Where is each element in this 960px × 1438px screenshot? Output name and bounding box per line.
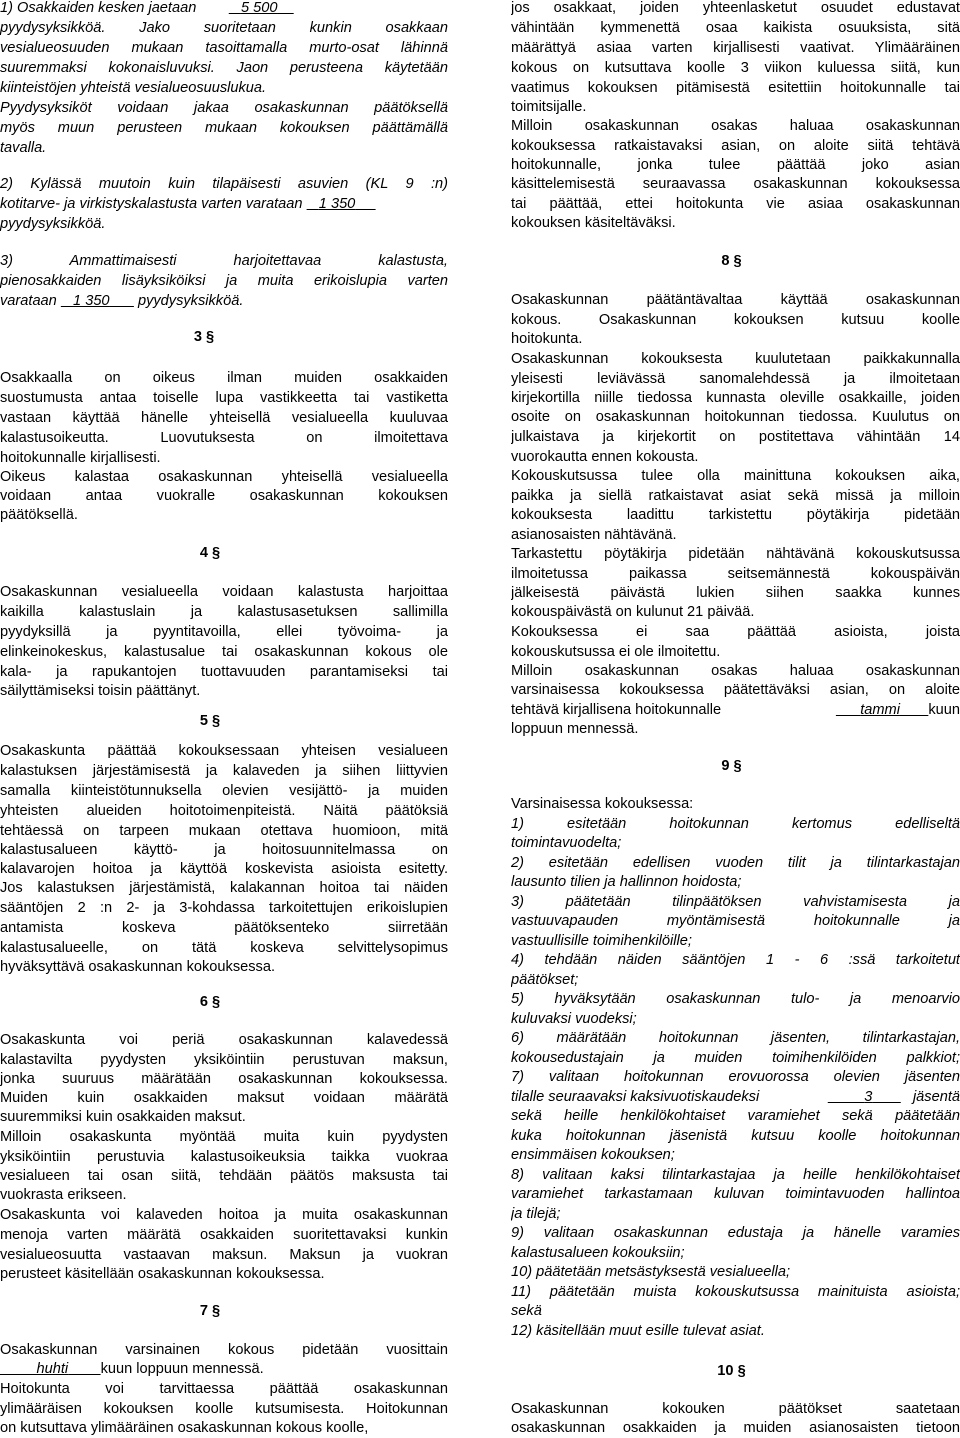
text-line: voidaan antaa vuokralle osakaskunnan kokouksen [0, 488, 448, 504]
text-line: vähintään kymmenettä osaa kaikista osuuksista, sitä [511, 20, 960, 36]
text-line: kokouksesta laadittu tarkistettu pöytäkirja pidetään [511, 507, 960, 523]
text-line: Milloin osakaskunnan osakas haluaa osakaskunnan [511, 118, 960, 134]
text-line: 11) päätetään muista kokouskutsussa mainituista asioista; [511, 1284, 960, 1300]
text-line: Osakkaalla on oikeus ilman muiden osakkaiden [0, 370, 448, 386]
text-line: hoitokunta. [511, 331, 583, 347]
text-line: 3) päätetään tilinpäätöksen vahvistamisesta ja [511, 894, 960, 910]
text-line: hoitokunnalle kirjallisesti. [0, 450, 161, 466]
text-line: samalla kiinteistötunnuksella olevien vesijättö- ja muiden [0, 783, 448, 799]
text-line: Varsinaisessa kokouksessa: [511, 796, 694, 812]
text-line: myös muun perusteen mukaan kokouksen päättämällä [0, 120, 448, 136]
hoitokunta-members-value: 3 [864, 1089, 873, 1105]
text-line: 8) valitaan kaksi tilintarkastajaa ja heille henkilökohtaiset [511, 1167, 960, 1183]
text-line: kokouksessa ratkaistavaksi asian, on aloite siitä tehtävä [511, 138, 960, 154]
text-line: määrättyä asiaa varten kirjallisesti vaativat. Ylimääräinen [511, 40, 960, 56]
text-line: pyydysyksikköä. [0, 216, 106, 232]
text-line: toimitsijalle. [511, 99, 587, 115]
text-line: vuorokautta ennen kokousta. [511, 449, 699, 465]
text-line: menoja varten määrätä osakkaiden suoritettavaksi kunkin [0, 1227, 448, 1243]
text-line: kotitarve- ja virkistyskalastusta varten varataan 1 350 [0, 194, 448, 214]
kokous-month-value: huhti [36, 1361, 69, 1377]
text-line: sekä [511, 1303, 542, 1319]
text-line: julkaistava ja kirjekortit on postitettava vähintään 14 [511, 429, 960, 445]
text-line: jälkeisestä päivästä lukien siihen saakka kunnes [511, 585, 960, 601]
text-line: ensimmäisen kokouksen; [511, 1147, 675, 1163]
text-line: suuremmaksi kokonaisluvuksi. Jaon perusteena käytetään [0, 60, 448, 76]
text-line: kokous on kutsuttava koolle 3 viikon kuluessa siitä, kun [511, 60, 960, 76]
text-line: tehtäessä on tarpeen mukaan otettava huomioon, mitä [0, 823, 448, 839]
text-line: Osakaskunta päättää kokouksessaan yhteisen vesialueen [0, 743, 448, 759]
section-heading: 3 § [193, 329, 215, 345]
text-line: 9) valitaan osakaskunnan edustaja ja hänelle varamies [511, 1225, 960, 1241]
text-line: kalastusoikeutta. Luovutuksesta on ilmoitettava [0, 430, 448, 446]
text-line: kokousedustajain ja muiden toimihenkilöiden palkkiot; [511, 1050, 960, 1066]
text-line: asianosaisten nähtävänä. [511, 527, 677, 543]
text-line: kala- ja rapukantojen tuottavuuden parantamiseksi tai [0, 664, 448, 680]
text-line: yleisesti leviävässä sanomalehdessä ja ilmoitetaan [511, 371, 960, 387]
text-line: päätökset; [511, 972, 579, 988]
text-line: 2) esitetään edellisen vuoden tilit ja tilintarkastajan [511, 855, 960, 871]
text-line: kuluvaksi vuodeksi; [511, 1011, 637, 1027]
section-heading: 8 § [721, 253, 742, 269]
section-heading: 6 § [199, 994, 221, 1010]
text-line: kokouskutsussa ei ole ilmoitettu. [511, 644, 721, 660]
kotitarve-value: 1 350 [318, 196, 356, 212]
text-line: 4) tehdään näiden sääntöjen 1 - 6 :ssä tarkoitetut [511, 952, 960, 968]
text-line: paikka ja siellä ratkaistavat asiat sekä missä ja milloin [511, 488, 960, 504]
text-line: varsinaisessa kokouksessa päätettäväksi asian, on aloite [511, 682, 960, 698]
text-line: tehtävä kirjallisena hoitokunnalle tammi kuun [511, 702, 960, 718]
text-line: vastuullisille toimihenkilöille; [511, 933, 692, 949]
text-line: toimintavuodelta; [511, 835, 622, 851]
text-line: kirjekortilla niille tiedossa kunnasta oleville osakkaille, joiden [511, 390, 960, 406]
text-line: loppuun mennessä. [511, 721, 639, 737]
text-line: suuremmiksi kuin osakkaiden maksut. [0, 1109, 246, 1125]
text-line: 5) hyväksytään osakaskunnan tulo- ja menoarvio [511, 991, 960, 1007]
text-line: 3) Ammattimaisesti harjoitettavaa kalastusta, [0, 253, 448, 269]
text-line: 1) Osakkaiden kesken jaetaan 5 500 [0, 0, 448, 18]
text-line: vesialueen tai osan siitä, tehdään päätös maksusta tai [0, 1168, 448, 1184]
jaetaan-value: 5 500 [240, 0, 278, 16]
text-line: ylimääräisen kokouksen koolle kutsumisesta. Hoitokunnan [0, 1401, 448, 1417]
text-line: kalastusalueen kokouksiin; [511, 1245, 685, 1261]
text-line: Osakaskunnan vesialueella voidaan kalastusta harjoittaa [0, 584, 448, 600]
text-line: kokouksen käsiteltäväksi. [511, 215, 676, 231]
text-line: sääntöjen 2 :n 2- ja 3-kohdassa tarkoitettujen erikoislupien [0, 900, 448, 916]
text-line: 12) käsitellään muut esille tulevat asiat. [511, 1323, 765, 1339]
section-heading: 9 § [721, 758, 742, 774]
text-line: Hoitokunta voi tarvittaessa päättää osakaskunnan [0, 1381, 448, 1397]
text-line: Osakaskunta voi periä osakaskunnan kalavedessä [0, 1032, 448, 1048]
text-line: kiinteistöjen yhteistä vesialueosuuslukua. [0, 80, 267, 96]
text-line: Osakaskunnan varsinainen kokous pidetään vuosittain [0, 1342, 448, 1358]
text-line: Muiden kuin osakkaiden maksut voidaan määrätä [0, 1090, 448, 1106]
section-heading: 5 § [199, 713, 221, 729]
text-line: Osakaskunnan kokouken päätökset saatetaan [511, 1401, 960, 1417]
section-heading: 7 § [199, 1303, 221, 1319]
erikoisluvat-value: 1 350 [73, 293, 110, 309]
text-line: vastuuvapauden myöntämisestä hoitokunnalle ja [511, 913, 960, 929]
text-line: ilmoitetussa paikassa seitsemännestä kokouspäivän [511, 566, 960, 582]
text-line: hoitokunnalle, jonka tulee päättää joko asian [511, 157, 960, 173]
text-line: 7) valitaan hoitokunnan erovuorossa olevien jäsenten [511, 1069, 960, 1085]
text-line: antamista koskeva päätöksenteko siirretään [0, 920, 448, 936]
text-line: kaikilla kalastuslain ja kalastusasetuksen sallimilla [0, 604, 448, 620]
text-line: 6) määrätään hoitokunnan jäsenten, tilintarkastajan, [511, 1030, 960, 1046]
text-line: Milloin osakaskunta myöntää muita kuin pyydysten [0, 1129, 448, 1145]
text-line: pyydysyksikköä. Jako suoritetaan kunkin osakkaan [0, 20, 448, 36]
text-line: Tarkastettu pöytäkirja pidetään nähtävänä kokouskutsussa [511, 546, 960, 562]
text-line: kokouspäivästä on kulunut 21 päivää. [511, 604, 755, 620]
text-line: vastaan käyttää hänelle yhteisellä vesialueella kuuluvaa [0, 410, 448, 426]
text-line: lausunto tilien ja hallinnon hoidosta; [511, 874, 742, 890]
text-line: osoite on osakaskunnan hoitokunnan tiedossa. Kuulutus on [511, 409, 960, 425]
text-line: Jos kalastuksen järjestämistä, kalakannan hoitoa tai näiden [0, 880, 448, 896]
text-line: Osakaskunta voi kalaveden hoitoa ja muita osakaskunnan [0, 1207, 448, 1223]
text-line: käsittelemisestä seuraavassa osakaskunnan kokouksessa [511, 176, 960, 192]
text-line: kalavarojen hoitoa ja käyttöä koskevista asioista esitetty. [0, 861, 448, 877]
text-line: vesialueosuuden mukaan tasoittamalla murto-osat lähinnä [0, 40, 448, 56]
text-line: on kutsuttava ylimääräinen osakaskunnan kokous koolle, [0, 1420, 369, 1436]
text-line: pyydyksillä ja pyyntitavoilla, ellei työvoima- ja [0, 624, 448, 640]
text-line: päätöksellä. [0, 507, 78, 523]
text-line: 1) esitetään hoitokunnan kertomus edelliseltä [511, 816, 960, 832]
text-line: Osakaskunnan päätäntävaltaa käyttää osakaskunnan [511, 292, 960, 308]
text-line: Kokouskutsussa tulee olla mainittuna kokouksen aika, [511, 468, 960, 484]
text-line: säilyttämiseksi toisin päättänyt. [0, 683, 201, 699]
text-line: Kokouksessa ei saa päättää asioista, joista [511, 624, 960, 640]
text-line: kalastusalueelle, on tätä koskeva selvittelysopimus [0, 940, 448, 956]
text-line: 10) päätetään metsästyksestä vesialueella; [511, 1264, 791, 1280]
text-line: tilalle seuraavaksi kaksivuotiskaudeksi 3 jäsentä [511, 1089, 960, 1105]
text-line: Oikeus kalastaa osakaskunnan yhteisellä vesialueella [0, 469, 448, 485]
text-line: 2) Kylässä muutoin kuin tilapäisesti asuvien (KL 9 :n) [0, 176, 448, 192]
text-line: kuka hoitokunnan jäsenistä kutsuu koolle hoitokunnan [511, 1128, 960, 1144]
text-line: sekä heille henkilökohtaiset varamiehet sekä päätetään [511, 1108, 960, 1124]
text-line: pienosakkaiden lisäyksiköiksi ja muita erikoislupia varten [0, 273, 448, 289]
text-line: jos osakkaat, joiden yhteenlasketut osuudet edustavat [511, 0, 960, 16]
text-line: vesialueosuutta vastaavan maksun. Maksun ja vuokran [0, 1247, 448, 1263]
text-line: kalastuksen järjestämisestä ja kalaveden ja siihen liittyvien [0, 763, 448, 779]
text-line: kokous. Osakaskunnan kokouksen kutsuu koolle [511, 312, 960, 328]
section-heading: 10 § [717, 1363, 746, 1379]
text-line: huhti kuun loppuun mennessä. [0, 1359, 448, 1379]
text-line: kalastavilta pyydysten yksiköintiin perustuvan maksun, [0, 1052, 448, 1068]
text-line: vaatimus kokouksen pitämisestä esitettiin hoitokunnalle tai [511, 80, 960, 96]
text-line: ja tilejä; [511, 1206, 561, 1222]
text-line: elinkeinokeskus, kalastusalue tai osakaskunnan kokous ole [0, 644, 448, 660]
text-line: varataan 1 350 pyydysyksikköä. [0, 293, 244, 309]
text-line: osakaskunnan osakkaiden ja muiden asianosaisten tietoon [511, 1420, 960, 1436]
text-line: Pyydysyksiköt voidaan jakaa osakaskunnan päätöksellä [0, 100, 448, 116]
text-line: kalastusalueen käyttö- ja hoitosuunnitelmassa on [0, 842, 448, 858]
text-line: hyväksyttävä osakaskunnan kokouksessa. [0, 959, 276, 975]
text-line: vuokrasta erikseen. [0, 1187, 127, 1203]
text-line: varamiehet tarkastamaan kuluvan toimintavuoden hallintoa [511, 1186, 960, 1202]
text-line: yksiköintiin perustuvia kalastusoikeuksia taikka vuokraa [0, 1149, 448, 1165]
section-heading: 4 § [199, 545, 221, 561]
text-line: Osakaskunnan kokouksesta kuulutetaan paikkakunnalla [511, 351, 960, 367]
text-line: tavalla. [0, 140, 47, 156]
text-line: Milloin osakaskunnan osakas haluaa osakaskunnan [511, 663, 960, 679]
text-line: tai päättää, ettei hoitokunta vie asiaa osakaskunnan [511, 196, 960, 212]
text-line: jonka suuruus määrätään osakaskunnan kokouksessa. [0, 1071, 448, 1087]
text-line: suostumusta antaa toiselle lupa vastikkeetta tai vastiketta [0, 390, 448, 406]
text-line: yhteisten alueiden hoitotoimenpiteistä. Näitä päätöksiä [0, 803, 448, 819]
aloite-month-value: tammi [860, 702, 900, 718]
text-line: perusteet käsitellään osakaskunnan kokouksessa. [0, 1266, 325, 1282]
